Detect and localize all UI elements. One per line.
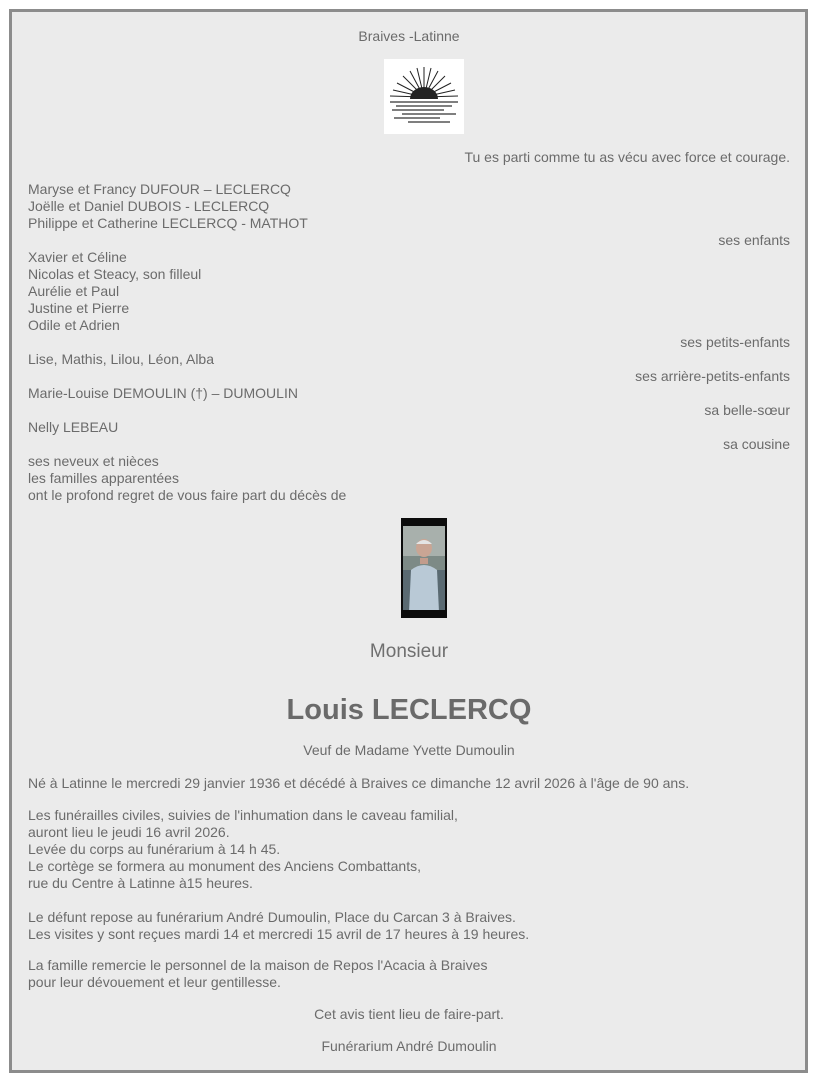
funeral-home-line: Funérarium André Dumoulin <box>321 1038 497 1054</box>
place-header: Braives -Latinne <box>358 28 460 44</box>
children-label: ses enfants <box>718 232 790 248</box>
funeral-line: Les funérailles civiles, suivies de l'inhumation dans le caveau familial, <box>28 807 458 823</box>
quote: Tu es parti comme tu as vécu avec force et courage. <box>464 149 790 165</box>
funeral-line: Le cortège se formera au monument des Anciens Combattants, <box>28 858 421 874</box>
funeral-line: rue du Centre à Latinne à15 heures. <box>28 875 253 891</box>
portrait-photo <box>401 518 447 618</box>
funeral-line: Levée du corps au funérarium à 14 h 45. <box>28 841 281 857</box>
visits-line: Les visites y sont reçues mardi 14 et mercredi 15 avril de 17 heures à 19 heures. <box>28 926 530 942</box>
child-line: Philippe et Catherine LECLERCQ - MATHOT <box>28 215 308 231</box>
grandchild-line: Xavier et Céline <box>28 249 127 265</box>
closing-line: les familles apparentées <box>28 470 179 486</box>
sister-in-law-label: sa belle-sœur <box>704 402 790 418</box>
notice-line: Cet avis tient lieu de faire-part. <box>314 1006 504 1022</box>
funeral-line: auront lieu le jeudi 16 avril 2026. <box>28 824 230 840</box>
portrait-image <box>401 518 447 618</box>
child-line: Joëlle et Daniel DUBOIS - LECLERCQ <box>28 198 270 214</box>
grandchild-line: Nicolas et Steacy, son filleul <box>28 266 202 282</box>
widower-line: Veuf de Madame Yvette Dumoulin <box>303 742 515 758</box>
thanks-line: pour leur dévouement et leur gentillesse. <box>28 974 281 990</box>
child-line: Maryse et Francy DUFOUR – LECLERCQ <box>28 181 291 197</box>
grandchild-line: Justine et Pierre <box>28 300 130 316</box>
birth-death-line: Né à Latinne le mercredi 29 janvier 1936 et décédé à Braives ce dimanche 12 avril 2026 à l'âge de 90 ans. <box>28 775 690 791</box>
closing-line: ses neveux et nièces <box>28 453 159 469</box>
sunrise-icon <box>384 59 464 134</box>
great-grandchildren-label: ses arrière-petits-enfants <box>635 368 790 384</box>
closing-line: ont le profond regret de vous faire part du décès de <box>28 487 347 503</box>
thanks-line: La famille remercie le personnel de la maison de Repos l'Acacia à Braives <box>28 957 488 973</box>
obituary-card <box>9 9 808 1073</box>
sister-in-law-line: Marie-Louise DEMOULIN (†) – DUMOULIN <box>28 385 298 401</box>
cousin-label: sa cousine <box>723 436 790 452</box>
grandchild-line: Aurélie et Paul <box>28 283 120 299</box>
visits-line: Le défunt repose au funérarium André Dumoulin, Place du Carcan 3 à Braives. <box>28 909 516 925</box>
deceased-name: Louis LECLERCQ <box>286 694 532 726</box>
grandchildren-label: ses petits-enfants <box>680 334 790 350</box>
honorific: Monsieur <box>369 641 449 662</box>
cousin-line: Nelly LEBEAU <box>28 419 119 435</box>
sunrise-emblem <box>384 59 464 134</box>
grandchild-line: Odile et Adrien <box>28 317 120 333</box>
great-grandchildren-line: Lise, Mathis, Lilou, Léon, Alba <box>28 351 215 367</box>
